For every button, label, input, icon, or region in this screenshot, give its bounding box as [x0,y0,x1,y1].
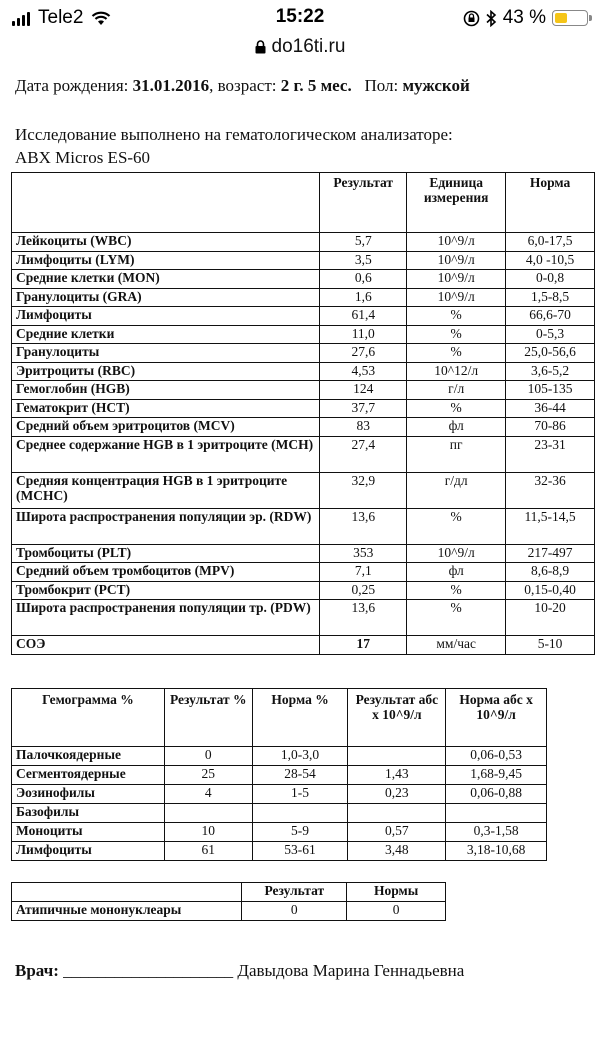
gemo-name: Лимфоциты [12,842,165,861]
atypical-row [12,902,446,921]
analyzer-line-2: ABX Micros ES-60 [15,148,151,167]
param-norm: 11,5-14,5 [506,508,595,544]
param-name: Лимфоциты [12,307,320,326]
table-row [12,381,595,400]
url-text: do16ti.ru [271,36,346,57]
gemo-norm-abs: 0,06-0,53 [446,747,547,766]
lock-icon [255,40,266,54]
table-row [12,251,595,270]
param-norm: 66,6-70 [506,307,595,326]
battery-icon [552,10,588,26]
address-bar[interactable] [0,36,600,64]
param-norm: 25,0-56,6 [506,344,595,363]
param-unit: фл [407,418,506,437]
analyzer-line-1: Исследование выполнено на гематологическом анализаторе: [15,125,453,144]
param-name: Средние клетки [12,325,320,344]
param-norm: 3,6-5,2 [506,362,595,381]
gemo-result-pct: 61 [164,842,252,861]
gemo-norm-pct: 28-54 [252,766,348,785]
table-row [12,581,595,600]
param-result: 0,25 [320,581,407,600]
gemo-result-abs: 0,57 [348,823,446,842]
table-row [12,823,547,842]
atyp-header-norm: Нормы [347,883,446,902]
param-name: Гематокрит (HCT) [12,399,320,418]
sex-value: мужской [402,76,470,95]
param-unit: % [407,399,506,418]
param-unit: % [407,307,506,326]
param-result: 7,1 [320,563,407,582]
header-unit: Единица измерения [407,173,506,233]
orientation-lock-icon [463,10,480,27]
doctor-signature-blank: ____________________ [63,961,234,980]
param-unit: % [407,508,506,544]
param-unit: фл [407,563,506,582]
gemo-norm-abs: 0,06-0,88 [446,785,547,804]
param-unit: 10^9/л [407,270,506,289]
param-name: Тромбоциты (PLT) [12,544,320,563]
table-row [12,399,595,418]
param-name: Лейкоциты (WBC) [12,233,320,252]
table-row [12,563,595,582]
patient-line [15,76,470,96]
table-row [12,747,547,766]
param-name: Гранулоциты (GRA) [12,288,320,307]
param-unit: мм/час [407,636,506,655]
gemo-result-abs [348,804,446,823]
table-row [12,472,595,508]
table-row [12,600,595,636]
atyp-header-result: Результат [242,883,347,902]
header-name [12,173,320,233]
carrier-label: Tele2 [38,7,84,28]
doctor-line [15,961,464,981]
param-unit: % [407,325,506,344]
gemo-header-norm-pct: Норма % [252,689,348,747]
param-norm: 5-10 [506,636,595,655]
param-norm: 23-31 [506,436,595,472]
param-unit: 10^9/л [407,251,506,270]
table-row [12,785,547,804]
param-result: 5,7 [320,233,407,252]
atyp-header-name [12,883,242,902]
param-unit: г/л [407,381,506,400]
param-norm: 32-36 [506,472,595,508]
signal-icon [12,10,30,26]
param-name: Средний объем тромбоцитов (MPV) [12,563,320,582]
param-norm: 105-135 [506,381,595,400]
header-norm: Норма [506,173,595,233]
param-name: СОЭ [12,636,320,655]
atypical-header-row [12,883,446,902]
param-result: 17 [320,636,407,655]
blood-test-table [11,172,595,655]
param-norm: 4,0 -10,5 [506,251,595,270]
header-result: Результат [320,173,407,233]
table-row [12,418,595,437]
param-norm: 8,6-8,9 [506,563,595,582]
gemo-result-abs: 1,43 [348,766,446,785]
param-unit: 10^9/л [407,288,506,307]
gemo-name: Палочкоядерные [12,747,165,766]
table-row [12,804,547,823]
table-row [12,233,595,252]
atyp-norm: 0 [347,902,446,921]
param-name: Гранулоциты [12,344,320,363]
param-name: Эритроциты (RBC) [12,362,320,381]
param-result: 27,6 [320,344,407,363]
param-name: Средняя концентрация HGB в 1 эритроците (MCHC) [12,472,320,508]
table-row [12,636,595,655]
table-row [12,842,547,861]
atyp-name: Атипичные мононуклеары [12,902,242,921]
param-result: 353 [320,544,407,563]
param-norm: 0-0,8 [506,270,595,289]
table-row [12,307,595,326]
param-norm: 1,5-8,5 [506,288,595,307]
param-result: 13,6 [320,600,407,636]
age-value: 2 г. 5 мес. [280,76,352,95]
gemo-header-result-abs: Результат абс х 10^9/л [348,689,446,747]
status-bar [0,0,600,36]
sex-label: Пол: [364,76,399,95]
param-result: 61,4 [320,307,407,326]
param-norm: 6,0-17,5 [506,233,595,252]
table-row [12,436,595,472]
param-result: 32,9 [320,472,407,508]
gemo-norm-abs [446,804,547,823]
gemo-header-name: Гемограмма % [12,689,165,747]
gemo-result-abs: 3,48 [348,842,446,861]
status-right [463,7,588,29]
param-result: 37,7 [320,399,407,418]
param-result: 1,6 [320,288,407,307]
param-name: Широта распространения популяции тр. (PDW) [12,600,320,636]
param-result: 0,6 [320,270,407,289]
param-name: Тромбокрит (PCT) [12,581,320,600]
doctor-name: Давыдова Марина Геннадьевна [237,961,465,980]
param-unit: 10^9/л [407,233,506,252]
param-norm: 0-5,3 [506,325,595,344]
bluetooth-icon [486,10,497,27]
dob-label: Дата рождения: [15,76,129,95]
table-row [12,508,595,544]
param-name: Среднее содержание HGB в 1 эритроците (MCH) [12,436,320,472]
gemo-header-norm-abs: Норма абс х 10^9/л [446,689,547,747]
param-name: Гемоглобин (HGB) [12,381,320,400]
gemogram-table [11,688,547,861]
param-result: 4,53 [320,362,407,381]
gemo-name: Моноциты [12,823,165,842]
param-result: 3,5 [320,251,407,270]
wifi-icon [91,11,111,26]
gemo-name: Эозинофилы [12,785,165,804]
gemo-norm-abs: 3,18-10,68 [446,842,547,861]
gemo-norm-pct: 1-5 [252,785,348,804]
gemo-norm-pct: 1,0-3,0 [252,747,348,766]
param-name: Широта распространения популяции эр. (RDW) [12,508,320,544]
param-name: Лимфоциты (LYM) [12,251,320,270]
dob-value: 31.01.2016 [132,76,210,95]
param-name: Средние клетки (MON) [12,270,320,289]
gemogram-header-row [12,689,547,747]
param-unit: 10^12/л [407,362,506,381]
gemo-result-pct: 10 [164,823,252,842]
param-result: 124 [320,381,407,400]
param-result: 27,4 [320,436,407,472]
param-result: 13,6 [320,508,407,544]
param-unit: % [407,581,506,600]
atypical-table [11,882,446,921]
param-norm: 0,15-0,40 [506,581,595,600]
table-row [12,544,595,563]
gemo-result-pct: 0 [164,747,252,766]
param-unit: г/дл [407,472,506,508]
table-row [12,362,595,381]
param-norm: 217-497 [506,544,595,563]
clock: 15:22 [275,6,325,27]
param-unit: пг [407,436,506,472]
gemo-header-result-pct: Результат % [164,689,252,747]
table-header-row [12,173,595,233]
table-row [12,270,595,289]
gemo-result-pct: 25 [164,766,252,785]
table-row [12,344,595,363]
param-unit: % [407,600,506,636]
gemo-norm-abs: 0,3-1,58 [446,823,547,842]
param-norm: 36-44 [506,399,595,418]
gemo-norm-abs: 1,68-9,45 [446,766,547,785]
status-left [12,7,111,29]
doctor-label: Врач: [15,961,59,980]
param-norm: 70-86 [506,418,595,437]
gemo-norm-pct: 5-9 [252,823,348,842]
param-unit: 10^9/л [407,544,506,563]
battery-percent: 43 % [502,7,546,28]
gemo-norm-pct [252,804,348,823]
battery-level [555,13,567,23]
table-row [12,288,595,307]
param-name: Средний объем эритроцитов (MCV) [12,418,320,437]
table-row [12,766,547,785]
gemo-result-pct [164,804,252,823]
gemo-norm-pct: 53-61 [252,842,348,861]
gemo-result-abs: 0,23 [348,785,446,804]
param-result: 11,0 [320,325,407,344]
gemo-name: Сегментоядерные [12,766,165,785]
age-label: , возраст: [209,76,277,95]
gemo-name: Базофилы [12,804,165,823]
param-unit: % [407,344,506,363]
gemo-result-abs [348,747,446,766]
param-norm: 10-20 [506,600,595,636]
param-result: 83 [320,418,407,437]
gemo-result-pct: 4 [164,785,252,804]
table-row [12,325,595,344]
atyp-result: 0 [242,902,347,921]
